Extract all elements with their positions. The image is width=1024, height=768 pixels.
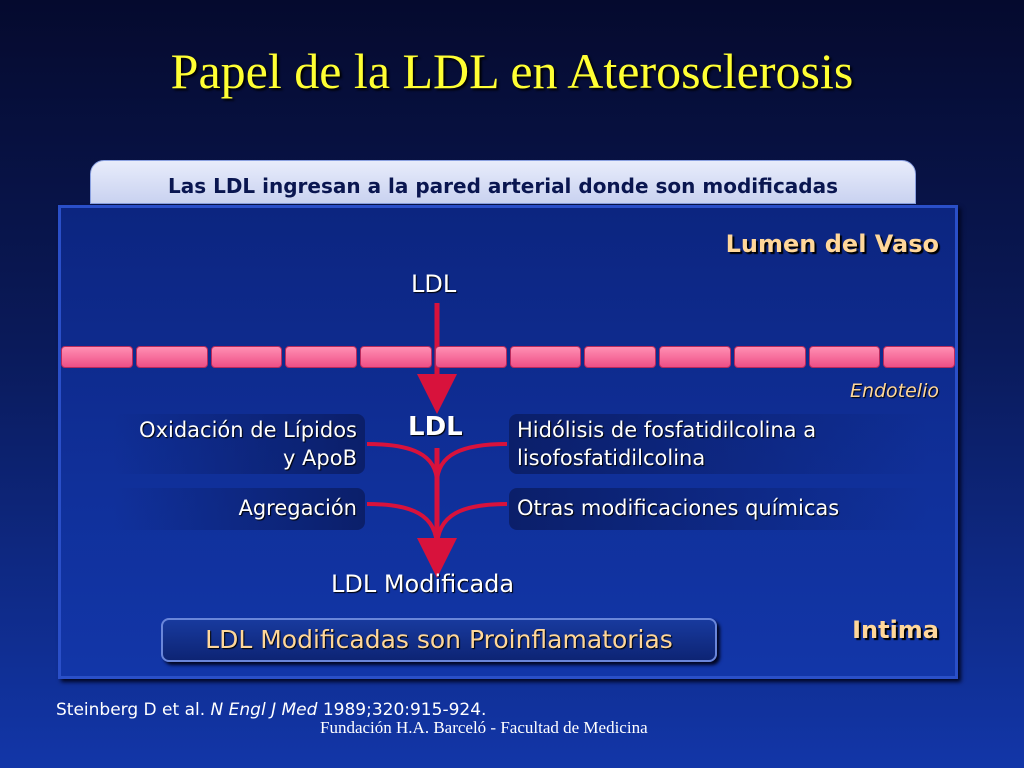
intima-label: Intima	[852, 616, 939, 644]
citation	[56, 700, 486, 720]
modification-agregacion	[113, 488, 365, 530]
endothelial-cell	[584, 346, 656, 368]
curve-agregacion	[367, 504, 437, 548]
citation-authors: Steinberg D et al.	[56, 700, 206, 720]
modification-otras	[509, 488, 929, 530]
modification-line: Hidólisis de fosfatidilcolina a	[517, 418, 817, 442]
modification-hidrolisis	[509, 414, 929, 474]
artery-wall-diagram	[58, 205, 958, 679]
modification-oxidacion	[113, 414, 365, 474]
endothelial-cell	[883, 346, 955, 368]
endothelial-cell	[360, 346, 432, 368]
footer-institution: Fundación H.A. Barceló - Facultad de Medicina	[320, 718, 648, 737]
endothelial-cell	[734, 346, 806, 368]
ldl-top-label: LDL	[411, 270, 457, 298]
endothelium-layer	[61, 346, 955, 368]
endothelial-cell	[61, 346, 133, 368]
proinflammatory-note: LDL Modificadas son Proinflamatorias	[161, 618, 717, 662]
citation-journal: N Engl J Med	[210, 700, 318, 720]
endothelial-cell	[285, 346, 357, 368]
modification-line: Oxidación de Lípidos	[139, 418, 357, 442]
lumen-label: Lumen del Vaso	[725, 230, 939, 258]
endothelial-cell	[136, 346, 208, 368]
endothelial-cell	[659, 346, 731, 368]
modification-line: Otras modificaciones químicas	[517, 496, 840, 520]
curve-hidrolisis	[437, 444, 507, 483]
endothelial-cell	[510, 346, 582, 368]
endothelial-cell	[435, 346, 507, 368]
modification-line: Agregación	[238, 496, 357, 520]
endothelial-cell	[809, 346, 881, 368]
citation-details: 1989;320:915-924.	[322, 700, 487, 720]
modification-line: lisofosfatidilcolina	[517, 446, 706, 470]
endotelio-label: Endotelio	[849, 380, 939, 402]
modification-line: y ApoB	[282, 446, 357, 470]
curve-oxidacion	[367, 444, 437, 483]
curve-otras	[437, 504, 507, 548]
ldl-modified-label: LDL Modificada	[331, 570, 515, 598]
slide-title: Papel de la LDL en Aterosclerosis	[170, 43, 854, 99]
subtitle-banner: Las LDL ingresan a la pared arterial donde son modificadas	[90, 160, 916, 204]
ldl-inside-label: LDL	[408, 412, 463, 442]
endothelial-cell	[211, 346, 283, 368]
